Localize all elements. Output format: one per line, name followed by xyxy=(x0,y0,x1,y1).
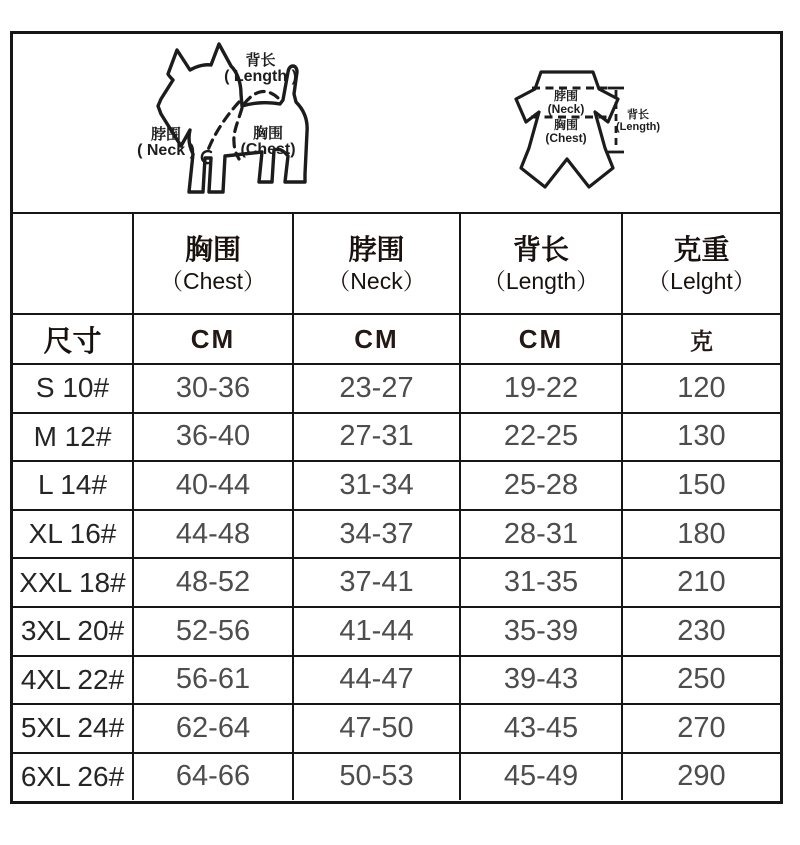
table-row xyxy=(13,704,780,753)
table-row xyxy=(13,413,780,462)
cell-size: XXL 18# xyxy=(13,558,133,607)
header-length-en: （Length） xyxy=(482,267,600,294)
cell-chest: 36-40 xyxy=(133,413,293,462)
garment-chest-label-en: (Chest) xyxy=(545,130,587,145)
cell-neck: 23-27 xyxy=(293,364,460,413)
dog-length-label xyxy=(208,53,313,86)
cell-length: 25-28 xyxy=(460,461,622,510)
size-table-body xyxy=(13,364,780,800)
cell-chest: 48-52 xyxy=(133,558,293,607)
corner-cell xyxy=(13,214,133,314)
garment-length-label-cn: 背长 xyxy=(627,109,649,121)
cell-length: 35-39 xyxy=(460,607,622,656)
cell-neck: 50-53 xyxy=(293,753,460,800)
cell-weight: 270 xyxy=(622,704,780,753)
table-row xyxy=(13,558,780,607)
cell-length: 28-31 xyxy=(460,510,622,559)
cell-length: 45-49 xyxy=(460,753,622,800)
cell-weight: 150 xyxy=(622,461,780,510)
header-neck-en: （Neck） xyxy=(327,267,426,294)
table-row xyxy=(13,656,780,705)
cell-chest: 64-66 xyxy=(133,753,293,800)
cell-size: M 12# xyxy=(13,413,133,462)
cell-neck: 47-50 xyxy=(293,704,460,753)
cell-size: 5XL 24# xyxy=(13,704,133,753)
table-row xyxy=(13,607,780,656)
header-weight xyxy=(622,214,780,314)
garment-length-label xyxy=(598,110,678,133)
cell-chest: 40-44 xyxy=(133,461,293,510)
header-length xyxy=(460,214,622,314)
header-weight-en: （Lelght） xyxy=(647,267,756,294)
cell-size: XL 16# xyxy=(13,510,133,559)
cell-neck: 34-37 xyxy=(293,510,460,559)
dog-length-label-cn: 背长 xyxy=(245,52,276,69)
diagram-section xyxy=(13,34,780,214)
cell-weight: 130 xyxy=(622,413,780,462)
garment-chest-label xyxy=(526,119,606,144)
header-neck xyxy=(293,214,460,314)
cell-weight: 120 xyxy=(622,364,780,413)
header-row xyxy=(13,214,780,314)
garment-neck-label xyxy=(526,90,606,115)
cell-neck: 41-44 xyxy=(293,607,460,656)
cell-chest: 56-61 xyxy=(133,656,293,705)
cell-neck: 27-31 xyxy=(293,413,460,462)
garment-neck-label-cn: 脖围 xyxy=(553,89,578,103)
cell-weight: 250 xyxy=(622,656,780,705)
cell-size: 4XL 22# xyxy=(13,656,133,705)
cell-chest: 44-48 xyxy=(133,510,293,559)
cell-chest: 30-36 xyxy=(133,364,293,413)
table-row xyxy=(13,461,780,510)
cell-neck: 31-34 xyxy=(293,461,460,510)
header-weight-cn: 克重 xyxy=(673,233,730,265)
cell-chest: 52-56 xyxy=(133,607,293,656)
cell-length: 22-25 xyxy=(460,413,622,462)
table-row xyxy=(13,753,780,800)
unit-cm-neck: CM xyxy=(293,314,460,364)
header-chest xyxy=(133,214,293,314)
cell-weight: 290 xyxy=(622,753,780,800)
cell-size: 3XL 20# xyxy=(13,607,133,656)
dog-neck-label xyxy=(116,127,216,160)
cell-length: 43-45 xyxy=(460,704,622,753)
garment-chest-label-cn: 胸围 xyxy=(553,118,578,132)
dog-neck-label-cn: 脖围 xyxy=(150,126,181,143)
header-chest-en: （Chest） xyxy=(159,267,267,294)
cell-neck: 44-47 xyxy=(293,656,460,705)
size-table xyxy=(13,214,780,800)
cell-weight: 210 xyxy=(622,558,780,607)
table-row xyxy=(13,510,780,559)
table-row xyxy=(13,364,780,413)
unit-gram: 克 xyxy=(622,314,780,364)
size-chart-frame xyxy=(10,31,783,804)
dog-chest-label-cn: 胸围 xyxy=(252,125,283,142)
dog-length-label-en: ( Length ) xyxy=(224,67,297,85)
cell-length: 19-22 xyxy=(460,364,622,413)
unit-cm-length: CM xyxy=(460,314,622,364)
header-length-cn: 背长 xyxy=(512,233,569,265)
dog-neck-label-en: ( Neck ) xyxy=(137,141,195,159)
cell-size: S 10# xyxy=(13,364,133,413)
size-column-header: 尺寸 xyxy=(13,314,133,364)
dog-chest-label xyxy=(218,126,318,159)
header-neck-cn: 脖围 xyxy=(348,233,405,265)
cell-weight: 180 xyxy=(622,510,780,559)
cell-length: 39-43 xyxy=(460,656,622,705)
header-chest-cn: 胸围 xyxy=(184,233,241,265)
dog-chest-label-en: (Chest) xyxy=(240,140,296,158)
cell-neck: 37-41 xyxy=(293,558,460,607)
cell-length: 31-35 xyxy=(460,558,622,607)
garment-length-label-en: (Length) xyxy=(616,120,660,133)
cell-weight: 230 xyxy=(622,607,780,656)
cell-chest: 62-64 xyxy=(133,704,293,753)
unit-cm-chest: CM xyxy=(133,314,293,364)
unit-row xyxy=(13,314,780,364)
cell-size: 6XL 26# xyxy=(13,753,133,800)
cell-size: L 14# xyxy=(13,461,133,510)
garment-neck-label-en: (Neck) xyxy=(547,101,585,116)
